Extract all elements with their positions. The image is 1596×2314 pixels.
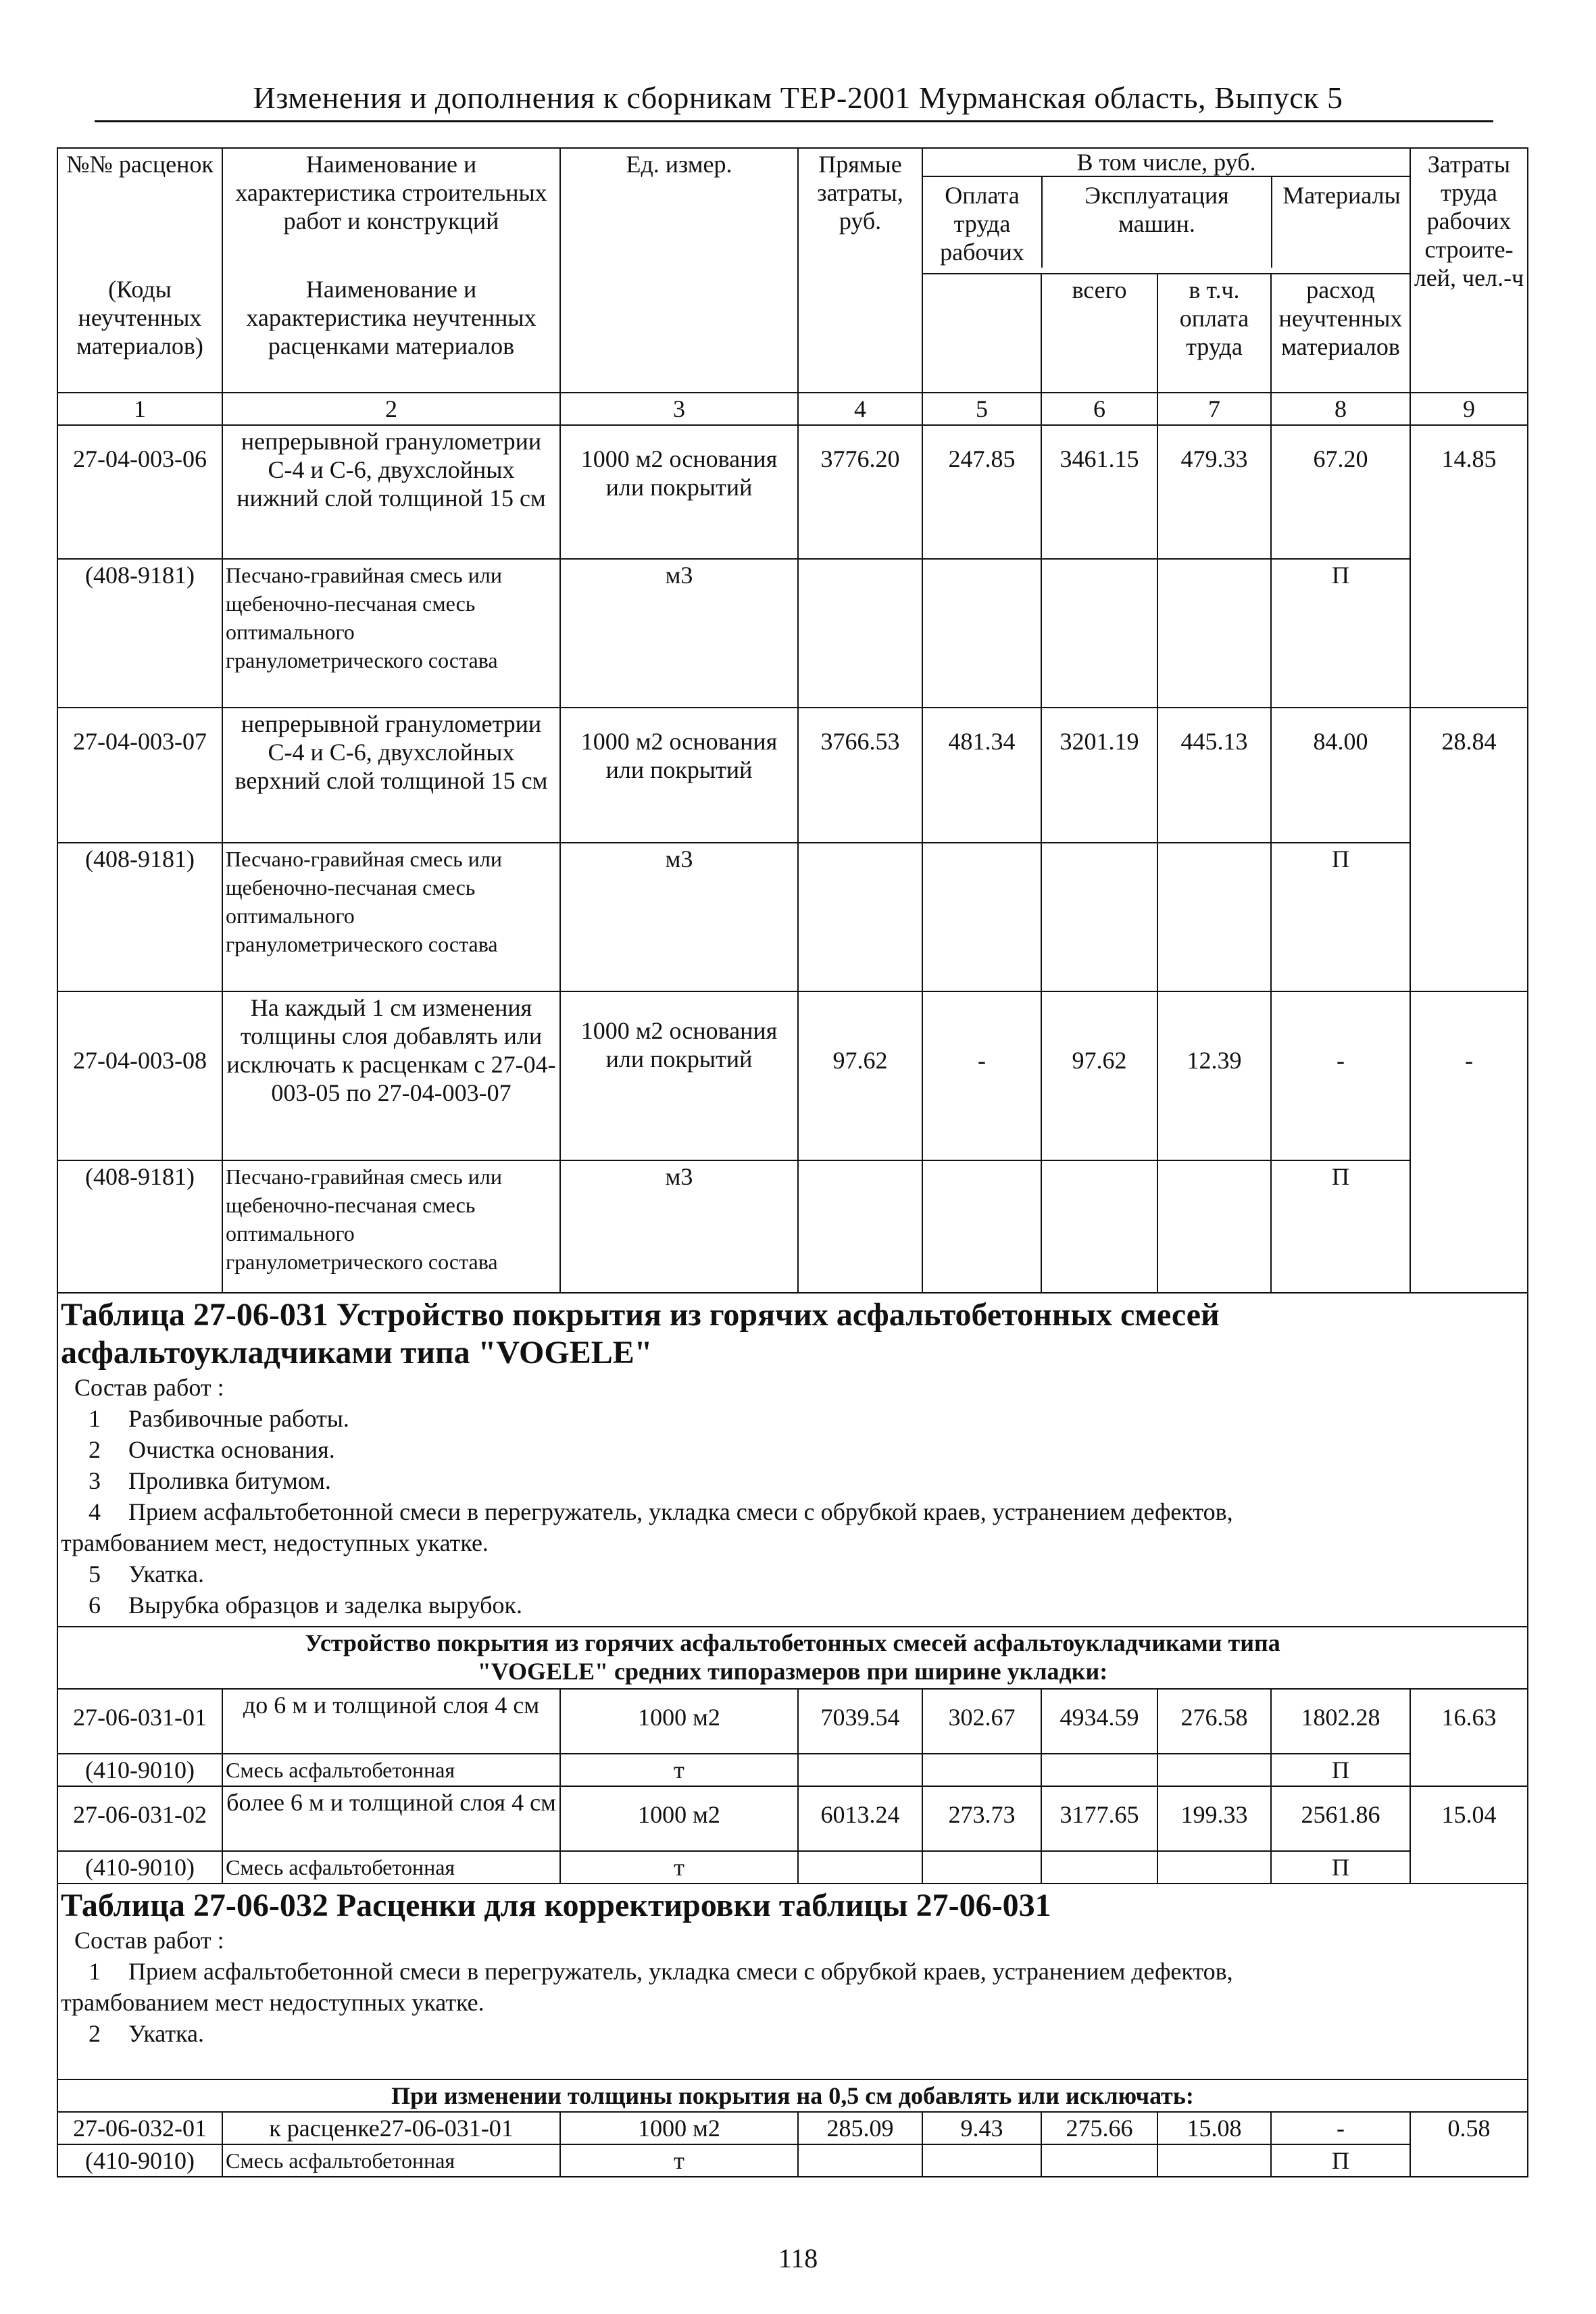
material-row xyxy=(57,843,1528,991)
table-032-composition: Состав работ : xyxy=(74,1927,224,1954)
table-032-subheader: При изменении толщины покрытия на 0,5 см добавлять или исключать: xyxy=(57,2079,1528,2112)
rate-machines-labor: 15.08 xyxy=(1157,2112,1271,2144)
col-num: 3 xyxy=(560,393,798,425)
rate-hours: 14.85 xyxy=(1410,425,1528,708)
rate-unit: 1000 м2 xyxy=(560,1786,798,1851)
rate-code: 27-06-031-02 xyxy=(57,1786,222,1851)
col-header-code: №№ расценок xyxy=(57,148,222,274)
rate-direct: 3766.53 xyxy=(798,708,922,843)
material-qty: П xyxy=(1271,1754,1410,1786)
col-header-machines: Эксплуатация машин. xyxy=(1042,177,1272,268)
material-row xyxy=(57,1851,1528,1884)
table-row xyxy=(57,1689,1528,1754)
table-row xyxy=(57,1786,1528,1851)
rate-name: непрерывной гранулометрии С-4 и С-6, двухслойных верхний слой толщиной 15 см xyxy=(222,708,560,843)
material-code: (410-9010) xyxy=(57,2144,222,2177)
rate-hours: 15.04 xyxy=(1410,1786,1528,1884)
table-031-subheader: Устройство покрытия из горячих асфальтобетонных смесей асфальтоукладчиками типа "VOGELE" средних типоразмеров при ширине укладки: xyxy=(57,1627,1528,1689)
material-qty: П xyxy=(1271,1851,1410,1884)
rate-materials: - xyxy=(1271,2112,1410,2144)
col-num: 4 xyxy=(798,393,922,425)
material-name: Смесь асфальтобетонная xyxy=(222,1754,560,1786)
rate-machines: 3461.15 xyxy=(1041,425,1157,559)
rate-name: На каждый 1 см изменения толщины слоя добавлять или исключать к расценкам с 27-04-003-05 по 27-04-003-07 xyxy=(222,991,560,1160)
material-unit: м3 xyxy=(560,843,798,991)
rate-machines-labor: 276.58 xyxy=(1157,1689,1271,1754)
rate-unit: 1000 м2 xyxy=(560,2112,798,2144)
col-header-mach-total: всего xyxy=(1041,274,1157,393)
table-032-section xyxy=(57,1884,1528,2079)
material-unit: м3 xyxy=(560,1160,798,1293)
rate-code: 27-04-003-07 xyxy=(57,708,222,843)
col-num: 2 xyxy=(222,393,560,425)
col-header-unit: Ед. измер. xyxy=(560,148,798,393)
rate-direct: 3776.20 xyxy=(798,425,922,559)
work-item: 4 Прием асфальтобетонной смеси в перегружатель, укладка смеси с обрубкой краев, устранением дефектов, xyxy=(89,1498,1233,1525)
work-item: 2 Укатка. xyxy=(89,2020,204,2047)
rate-name: более 6 м и толщиной слоя 4 см xyxy=(222,1786,560,1851)
rate-materials: - xyxy=(1271,991,1410,1160)
rate-materials: 84.00 xyxy=(1271,708,1410,843)
table-031-title-line2: асфальтоукладчиками типа "VOGELE" xyxy=(61,1335,653,1371)
col-header-mach-labor: в т.ч. оплата труда xyxy=(1157,274,1271,393)
work-item: 2 Очистка основания. xyxy=(89,1436,335,1463)
rate-labor: 247.85 xyxy=(922,425,1041,559)
rate-name: к расценке27-06-031-01 xyxy=(222,2112,560,2144)
rate-hours: - xyxy=(1410,991,1528,1293)
col-num: 9 xyxy=(1410,393,1528,425)
rate-materials: 67.20 xyxy=(1271,425,1410,559)
work-item-continuation: трамбованием мест недоступных укатке. xyxy=(61,1989,484,2016)
rate-machines-labor: 479.33 xyxy=(1157,425,1271,559)
table-row xyxy=(57,991,1528,1160)
col-num: 6 xyxy=(1041,393,1157,425)
rate-labor: 9.43 xyxy=(922,2112,1041,2144)
work-item: 1 Прием асфальтобетонной смеси в перегружатель, укладка смеси с обрубкой краев, устранением дефектов, xyxy=(89,1958,1233,1985)
material-name: Песчано-гравийная смесь или щебеночно-песчаная смесь оптимального гранулометрического состава xyxy=(222,559,560,708)
work-item: 1 Разбивочные работы. xyxy=(89,1405,349,1432)
material-row xyxy=(57,1754,1528,1786)
material-row xyxy=(57,1160,1528,1293)
work-item: 6 Вырубка образцов и заделка вырубок. xyxy=(89,1592,522,1619)
rate-machines: 3177.65 xyxy=(1041,1786,1157,1851)
table-031-title-line1: Таблица 27-06-031 Устройство покрытия из горячих асфальтобетонных смесей xyxy=(61,1297,1220,1333)
rate-machines: 4934.59 xyxy=(1041,1689,1157,1754)
rate-unit: 1000 м2 основания или покрытий xyxy=(560,708,798,843)
rate-machines-labor: 199.33 xyxy=(1157,1786,1271,1851)
rate-name: непрерывной гранулометрии С-4 и С-6, двухслойных нижний слой толщиной 15 см xyxy=(222,425,560,559)
rate-machines: 3201.19 xyxy=(1041,708,1157,843)
rate-code: 27-06-031-01 xyxy=(57,1689,222,1754)
rate-unit: 1000 м2 xyxy=(560,1689,798,1754)
page-number: 118 xyxy=(778,2243,818,2273)
rate-name: до 6 м и толщиной слоя 4 см xyxy=(222,1689,560,1754)
material-qty: П xyxy=(1271,1160,1410,1293)
header-rule xyxy=(95,120,1493,122)
rate-code: 27-04-003-06 xyxy=(57,425,222,559)
rate-labor: 273.73 xyxy=(922,1786,1041,1851)
rate-materials: 1802.28 xyxy=(1271,1689,1410,1754)
work-item: 5 Укатка. xyxy=(89,1560,204,1587)
col-header-mat-consumption: расход неучтенных материалов xyxy=(1271,274,1410,393)
col-header-matcode: (Коды неучтенных материалов) xyxy=(57,274,222,393)
col-header-labor: Оплата труда рабочих xyxy=(923,177,1042,268)
col-header-hours: Затраты труда рабочих строите-лей, чел.-ч xyxy=(1410,148,1528,393)
rate-hours: 0.58 xyxy=(1410,2112,1528,2177)
page-header-title: Изменения и дополнения к сборникам ТЕР-2001 Мурманская область, Выпуск 5 xyxy=(253,80,1343,115)
rates-table xyxy=(57,147,1528,2177)
rate-direct: 97.62 xyxy=(798,991,922,1160)
col-header-materials: Материалы xyxy=(1282,182,1401,209)
rate-direct: 285.09 xyxy=(798,2112,922,2144)
col-num: 1 xyxy=(57,393,222,425)
col-num: 7 xyxy=(1157,393,1271,425)
rate-direct: 6013.24 xyxy=(798,1786,922,1851)
work-item: 3 Проливка битумом. xyxy=(89,1467,331,1494)
material-name: Смесь асфальтобетонная xyxy=(222,2144,560,2177)
material-code: (408-9181) xyxy=(57,1160,222,1293)
rate-hours: 16.63 xyxy=(1410,1689,1528,1786)
material-code: (410-9010) xyxy=(57,1851,222,1884)
col-header-name: Наименование и характеристика строительных работ и конструкций xyxy=(222,148,560,274)
material-row xyxy=(57,559,1528,708)
rate-labor: - xyxy=(922,991,1041,1160)
rate-machines: 275.66 xyxy=(1041,2112,1157,2144)
material-qty: П xyxy=(1271,843,1410,991)
material-unit: т xyxy=(560,1851,798,1884)
material-name: Песчано-гравийная смесь или щебеночно-песчаная смесь оптимального гранулометрического состава xyxy=(222,843,560,991)
rate-code: 27-06-032-01 xyxy=(57,2112,222,2144)
col-num: 8 xyxy=(1271,393,1410,425)
col-num: 5 xyxy=(922,393,1041,425)
rate-machines-labor: 445.13 xyxy=(1157,708,1271,843)
material-qty: П xyxy=(1271,2144,1410,2177)
col-header-incl: В том числе, руб. xyxy=(923,149,1410,177)
material-unit: т xyxy=(560,1754,798,1786)
rate-labor: 481.34 xyxy=(922,708,1041,843)
material-unit: т xyxy=(560,2144,798,2177)
material-unit: м3 xyxy=(560,559,798,708)
col-header-direct: Прямые затраты, руб. xyxy=(798,148,922,393)
material-code: (410-9010) xyxy=(57,1754,222,1786)
material-row xyxy=(57,2144,1528,2177)
rate-machines-labor: 12.39 xyxy=(1157,991,1271,1160)
work-item-continuation: трамбованием мест, недоступных укатке. xyxy=(61,1529,489,1556)
rate-materials: 2561.86 xyxy=(1271,1786,1410,1851)
table-032-title: Таблица 27-06-032 Расценки для корректировки таблицы 27-06-031 xyxy=(61,1888,1051,1923)
table-031-composition: Состав работ : xyxy=(74,1374,224,1401)
material-qty: П xyxy=(1271,559,1410,708)
material-name: Песчано-гравийная смесь или щебеночно-песчаная смесь оптимального гранулометрического состава xyxy=(222,1160,560,1293)
rate-machines: 97.62 xyxy=(1041,991,1157,1160)
rate-hours: 28.84 xyxy=(1410,708,1528,991)
table-031-section xyxy=(57,1293,1528,1627)
table-row xyxy=(57,708,1528,843)
rate-unit: 1000 м2 основания или покрытий xyxy=(560,991,798,1160)
table-row xyxy=(57,425,1528,559)
col-header-matname: Наименование и характеристика неучтенных расценками материалов xyxy=(222,274,560,393)
rate-direct: 7039.54 xyxy=(798,1689,922,1754)
table-row xyxy=(57,2112,1528,2144)
material-code: (408-9181) xyxy=(57,559,222,708)
rate-labor: 302.67 xyxy=(922,1689,1041,1754)
rate-unit: 1000 м2 основания или покрытий xyxy=(560,425,798,559)
rate-code: 27-04-003-08 xyxy=(57,991,222,1160)
material-code: (408-9181) xyxy=(57,843,222,991)
material-name: Смесь асфальтобетонная xyxy=(222,1851,560,1884)
